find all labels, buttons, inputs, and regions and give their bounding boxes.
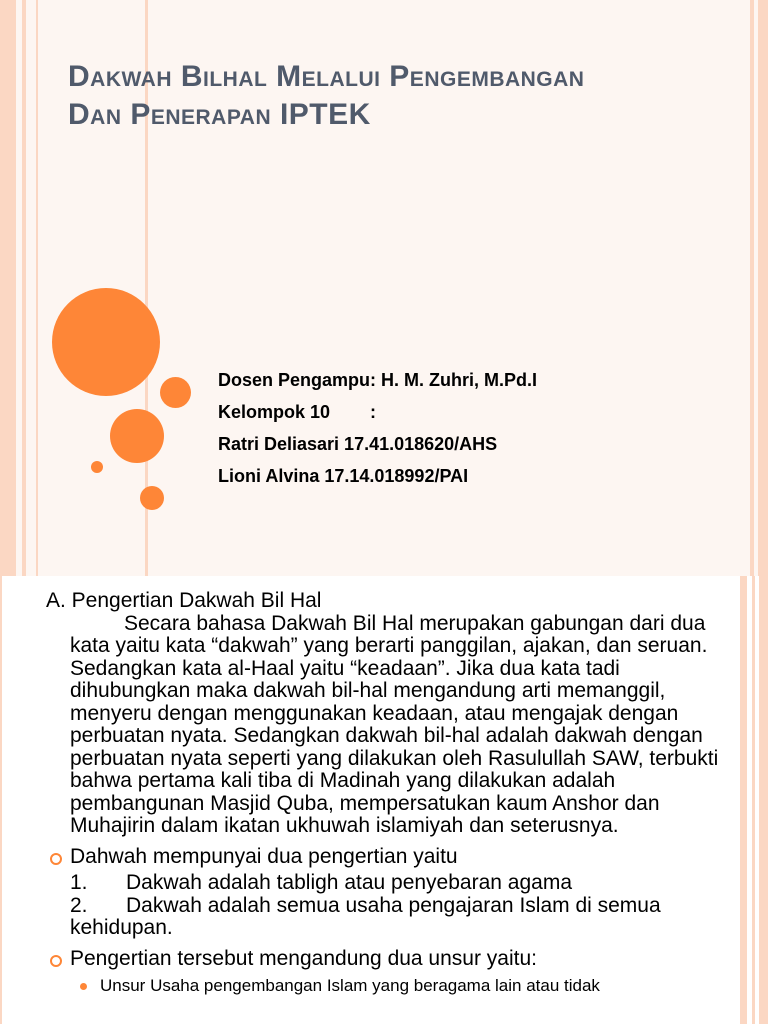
sub-bullet-item [46,976,736,996]
right-stripe-c [759,576,768,1024]
bullet-item [46,846,736,869]
left-edge-stripe [0,576,2,1024]
bullet-item [46,948,736,971]
item-number: 1. [70,871,88,894]
paragraph-text: Secara bahasa Dakwah Bil Hal merupakan gabungan dari dua kata yaitu kata “dakwah” yang berarti panggilan, ajakan, dan seruan. Sedangkan kata al-Haal yaitu “keadaan”. Jika dua kata tadi dihubungkan maka dakwah bil-hal mengandung arti memanggil, menyeru dengan menggunakan keadaan, atau mengajak dengan perbuatan nyata. Sedangkan dakwah bil-hal adalah dakwah dengan perbuatan nyata seperti yang dilakukan oleh Rasulullah SAW, terbukti bahwa pertama kali tiba di Madinah yang dilakukan adalah pembangunan Masjid Quba, mempersatukan kaum Anshor dan Muhajirin dalam ikatan ukhuwah islamiyah dan seterusnya. [70,611,719,837]
small-circle-decoration [160,377,191,408]
content-slide [0,576,768,1024]
item-text: Dakwah adalah tabligh atau penyebaran agama [126,871,572,894]
section-heading: A. Pengertian Dakwah Bil Hal [46,589,322,612]
definition-paragraph [46,613,736,838]
member-1-line: Ratri Deliasari 17.41.018620/AHS [218,434,498,454]
left-stripe-thin [22,0,26,576]
left-stripe-hair [36,0,38,576]
small-circle-decoration-2 [140,486,164,510]
content-body [46,590,736,996]
right-stripe [758,0,768,576]
title-line-1: Dakwah Bilhal Melalui Pengembangan [68,60,585,93]
medium-circle-decoration [110,409,164,463]
bullet-text: Pengertian tersebut mengandung dua unsur yaitu: [70,946,537,970]
right-stripe-b [752,576,755,1024]
right-stripe-thin [750,0,754,576]
member-2-line: Lioni Alvina 17.14.018992/PAI [218,466,469,486]
large-circle-decoration [52,288,160,396]
author-details [218,364,537,492]
group-line: Kelompok 10 : [218,402,377,422]
numbered-item [46,895,736,940]
title-line-2: Dan Penerapan IPTEK [68,98,371,131]
right-stripe-a [740,576,747,1024]
item-number: 2. [70,893,88,917]
left-stripe [0,0,16,576]
sub-bullet-text: Unsur Usaha pengembangan Islam yang beragama lain atau tidak [100,976,600,995]
numbered-item [46,872,736,895]
item-text: Dakwah adalah semua usaha pengajaran Islam di semua kehidupan. [70,893,661,939]
slide-title [68,58,748,134]
lecturer-line: Dosen Pengampu: H. M. Zuhri, M.Pd.I [218,370,538,390]
bullet-text: Dahwah mempunyai dua pengertian yaitu [70,844,458,868]
tiny-circle-decoration [91,461,103,473]
